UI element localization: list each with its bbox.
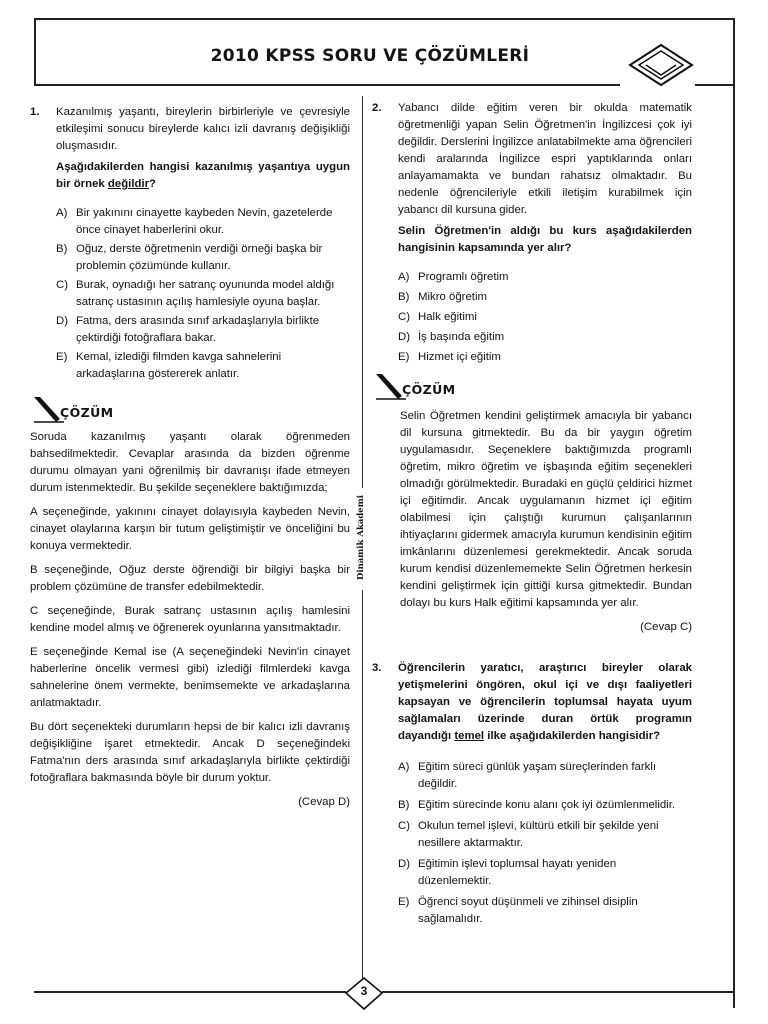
option-c: C) Okulun temel işlevi, kültürü etkili bir şekilde yeni nesillere aktarmaktır. bbox=[398, 820, 659, 849]
column-divider-lower bbox=[362, 590, 363, 988]
question-3 bbox=[372, 660, 692, 745]
option-d: D) Eğitimin işlevi toplumsal hayatı yeniden düzenlemektir. bbox=[398, 858, 617, 887]
diamond-ornament-icon bbox=[626, 42, 696, 88]
page-border-top bbox=[34, 18, 735, 20]
option-d: D) İş başında eğitim bbox=[398, 331, 505, 343]
title-underline bbox=[34, 84, 620, 86]
answer-options bbox=[398, 759, 692, 928]
left-column bbox=[30, 104, 350, 811]
answer-label: (Cevap D) bbox=[298, 796, 350, 808]
question-number: 2. bbox=[372, 102, 382, 114]
solution-label: ÇÖZÜM bbox=[402, 382, 456, 397]
option-a: A) Eğitim süreci günlük yaşam süreçlerinden farklı değildir. bbox=[398, 761, 657, 790]
pencil-icon bbox=[372, 372, 406, 400]
pencil-icon bbox=[30, 395, 64, 423]
solution-paragraph: Soruda kazanılmış yaşantı olarak öğrenmeden bahsedilmektedir. Cevaplar arasında da bizden öğrenme durumu olmayan yani öğrenilmiş bir davranışı ifade etmeyen durum istenmektedir. Bu şekilde seçeneklere baktığımızda; bbox=[30, 431, 350, 494]
option-b: B) Eğitim sürecinde konu alanı çok iyi özümlenmelidir. bbox=[398, 799, 676, 811]
option-b: B) Mikro öğretim bbox=[398, 291, 487, 303]
question-2 bbox=[372, 100, 692, 257]
title-underline-right bbox=[695, 84, 735, 86]
solution-paragraph: E seçeneğinde Kemal ise (A seçeneğindeki Nevin'in cinayet haberlerine öncelik vermesi gibi) izlediği filmlerdeki kavga sahnelerine önem vermekte, benimsemekte ve arkadaşlarına anlatmaktadır. bbox=[30, 646, 350, 709]
solution-2 bbox=[400, 408, 692, 636]
page-title: 2010 KPSS SORU VE ÇÖZÜMLERİ bbox=[210, 46, 530, 66]
solution-header bbox=[30, 395, 350, 423]
page-number: 3 bbox=[360, 984, 368, 998]
option-c: C) Burak, oynadığı her satranç oyununda model aldığı satranç ustasının açılış hamlesiyle oyuna başlar. bbox=[56, 279, 335, 308]
column-divider-upper bbox=[362, 96, 363, 488]
option-b: B) Oğuz, derste öğretmenin verdiği örneği başka bir problemin çözümünde kullanır. bbox=[56, 243, 323, 272]
option-c: C) Halk eğitimi bbox=[398, 311, 477, 323]
footer-rule-right bbox=[382, 991, 735, 993]
option-d: D) Fatma, ders arasında sınıf arkadaşlarıyla birlikte çektirdiği fotoğraflara bakar. bbox=[56, 315, 320, 344]
page-border-left bbox=[34, 18, 36, 86]
answer-options bbox=[56, 205, 350, 383]
solution-1 bbox=[30, 429, 350, 811]
side-brand-text: Dinamik Akademi bbox=[356, 492, 368, 584]
answer-options bbox=[398, 269, 692, 366]
option-e: E) Kemal, izlediği filmden kavga sahnelerini arkadaşlarına göstererek anlatır. bbox=[56, 351, 282, 380]
option-a: A) Bir yakınını cinayette kaybeden Nevin, gazetelerde önce cinayet haberlerini okur. bbox=[56, 207, 333, 236]
question-stem: Öğrencilerin yaratıcı, araştırıcı bireyler olarak yetişmelerini öngören, okul içi ve dışı faaliyetleri kapsayan ve öğrencilerin toplumsal hayata uyum sağlamaları üzerinde duran örtük programın dayandığı temel ilke aşağıdakilerden hangisidir? bbox=[398, 662, 692, 742]
question-text: Yabancı dilde eğitim veren bir okulda matematik öğretmenliği yapan Selin Öğretmen'in İngilizcesi çok iyi değildir. Derslerini İngilizce anlatabilmekte ama öğrencileri kendi aralarında İngilizce espri yaptıklarında onları anlayamamakta ve bundan rahatsız olmaktadır. Bu nedenle öğrencileriyle etkili iletişim kurabilmek için yabancı dil kursuna gider. bbox=[398, 102, 692, 216]
solution-paragraph: Selin Öğretmen kendini geliştirmek amacıyla bir yabancı dil kursuna gitmektedir. Bu da bir yaygın öğretim uygulamasıdır. Seçeneklere baktığımızda programlı öğretim, mikro öğretim ve işbaşında eğitim seçenekleri olmadığı görülmektedir. Buradaki en güçlü çeldirici hizmet içi eğitimdir. Ancak uygulamanın hizmet içi eğitim olabilmesi için çalıştığı kurumun çalışanlarının ihtiyaçlarını gidermek amacıyla kurumun kendisinin eğitim imkânlarını düzenlemesi gerekmektedir. Ancak soruda kurum kendisi düzenlememekte Selin Öğretmen herkesin kendini geliştirmek için gittiği kursa gitmektedir. Bundan dolayı bu kurs Halk eğitimi kapsamında yer alır. bbox=[400, 410, 692, 609]
question-number: 3. bbox=[372, 662, 382, 674]
question-stem: Selin Öğretmen'in aldığı bu kurs aşağıdakilerden hangisinin kapsamında yer alır? bbox=[398, 225, 692, 254]
option-a: A) Programlı öğretim bbox=[398, 271, 509, 283]
question-text: Kazanılmış yaşantı, bireylerin birbirleriyle ve çevresiyle etkileşimi sonucu bireylerde kalıcı izli davranış değişikliği oluşmasıdır. bbox=[56, 106, 350, 152]
footer-rule-left bbox=[34, 991, 346, 993]
answer-label: (Cevap C) bbox=[640, 621, 692, 633]
solution-label: ÇÖZÜM bbox=[60, 405, 114, 420]
question-stem: Aşağıdakilerden hangisi kazanılmış yaşantıya uygun bir örnek değildir? bbox=[56, 161, 350, 190]
page-border-right bbox=[733, 18, 735, 1008]
solution-paragraph: A seçeneğinde, yakınını cinayet dolayısıyla kaybeden Nevin, cinayet olaylarına karşın bir tutum geliştimiştir ve önceliğini bu konuya vermektedir. bbox=[30, 506, 350, 552]
question-1 bbox=[30, 104, 350, 193]
option-e: E) Hizmet içi eğitim bbox=[398, 351, 501, 363]
right-column bbox=[372, 100, 692, 932]
solution-paragraph: C seçeneğinde, Burak satranç ustasının açılış hamlesini kendine model almış ve öğrenerek oyunlarına yansıtmaktadır. bbox=[30, 605, 350, 634]
solution-paragraph: Bu dört seçenekteki durumların hepsi de bir kalıcı izli davranış değişikliğine işaret etmektedir. Ancak D seçeneğindeki Fatma'nın ders arasında sınıf arkadaşlarıyla birlikte çektirdiği fotoğraflara bakmasında böyle bir durum yoktur. bbox=[30, 721, 350, 784]
question-number: 1. bbox=[30, 106, 40, 118]
solution-paragraph: B seçeneğinde, Oğuz derste öğrendiği bir bilgiyi başka bir problem çözümüne de transfer edebilmektedir. bbox=[30, 564, 350, 593]
option-e: E) Öğrenci soyut düşünmeli ve zihinsel disiplin sağlamalıdır. bbox=[398, 896, 638, 925]
solution-header bbox=[372, 372, 692, 400]
